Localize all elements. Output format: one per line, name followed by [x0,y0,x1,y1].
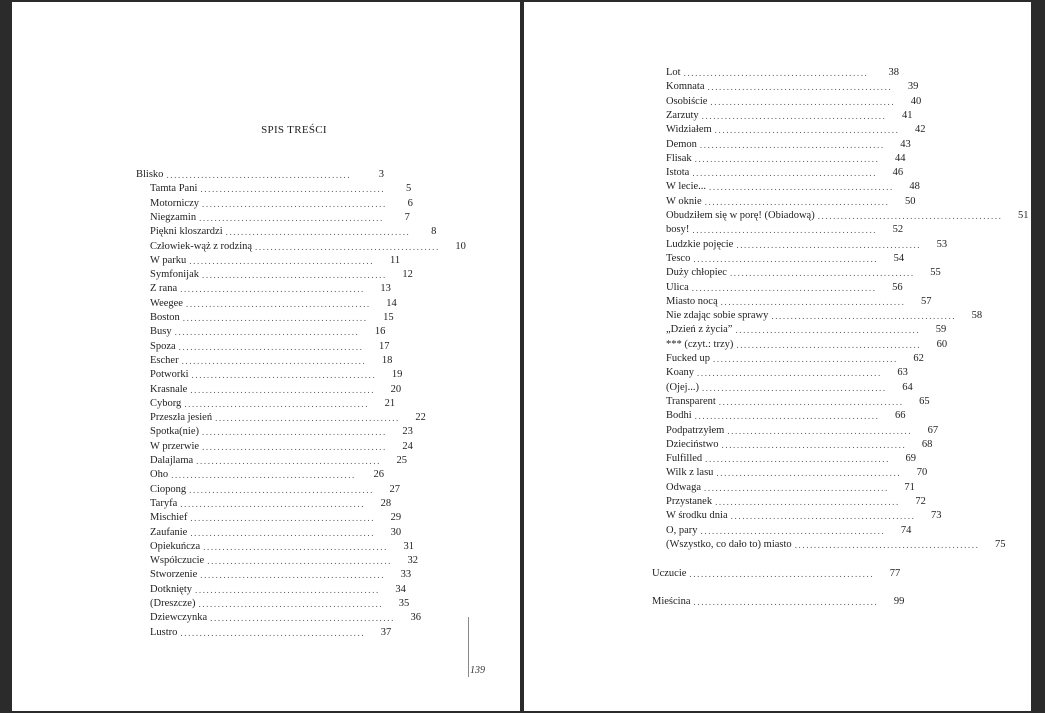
toc-page-number: 25 [396,455,407,466]
toc-entry [136,225,437,239]
toc-entry-title: Piękni kloszardzi [150,226,223,238]
toc-entry [136,511,402,525]
toc-leader-dots: ................................................ [185,298,371,309]
toc-entry-title: Ciopong [150,483,187,495]
toc-entry [136,197,413,211]
toc-entry-title: Miasto nocą [666,295,718,307]
toc-leader-dots: ................................................ [199,212,384,223]
toc-entry-title: Demon [666,138,697,150]
left-page [12,2,520,711]
toc-leader-dots: ................................................ [699,139,885,150]
toc-page-number: 53 [936,238,948,250]
toc-entry-title: Boston [150,312,180,323]
toc-entry-title: Dzieciństwo [666,438,719,450]
toc-page-number: 54 [893,252,905,264]
toc-leader-dots: ................................................ [817,211,1003,221]
toc-leader-dots: ................................................ [689,568,875,579]
toc-leader-dots: ................................................ [694,411,880,422]
toc-page-number: 48 [909,181,920,193]
toc-page-number: 3 [378,169,384,180]
toc-leader-dots: ................................................ [694,153,880,164]
toc-page-number: 71 [904,481,915,493]
toc-page-number: 16 [374,326,386,338]
toc-entry [652,80,919,94]
toc-entry [136,354,393,368]
toc-leader-dots: ................................................ [701,382,887,393]
toc-page-number: 77 [889,567,901,579]
toc-entry-title: Z rana [150,283,178,295]
toc-entry [136,440,413,454]
toc-leader-dots: ................................................ [683,68,869,78]
toc-leader-dots: ................................................ [210,613,395,624]
toc-page-number: 7 [404,211,410,223]
toc-page-number: 43 [900,138,911,150]
toc-entry-title: Busy [150,326,172,338]
toc-page-number: 17 [378,340,390,352]
toc-page-number: 31 [403,540,414,552]
page-title: SPIS TREŚCI [261,124,327,136]
toc-leader-dots: ................................................ [202,198,387,209]
toc-entry [652,109,913,123]
toc-page-number: 55 [930,267,941,279]
toc-entry-title: Escher [150,354,179,366]
toc-leader-dots: ................................................ [794,539,980,550]
toc-entry-title: Wilk z lasu [666,467,714,479]
toc-leader-dots: ................................................ [736,339,922,350]
toc-entry [136,297,397,311]
toc-entry [652,438,933,452]
toc-entry-title: Stworzenie [150,569,198,581]
toc-entry-title: Ulica [666,281,689,293]
toc-entry-title: Przeszła jesień [150,412,213,424]
toc-entry-title: Spotka(nie) [150,426,199,438]
toc-page-number: 6 [407,197,413,209]
toc-leader-dots: ................................................ [225,227,411,238]
toc-entry [136,540,414,554]
toc-page-number: 70 [916,467,928,479]
toc-entry-title: Mieścina [652,596,691,608]
toc-entry-title: Podpatrzyłem [666,424,725,436]
toc-leader-dots: ................................................ [181,355,367,366]
toc-entry [652,352,924,366]
toc-entry-title: Dziewczynka [150,612,208,624]
toc-page-number: 59 [935,324,947,336]
toc-entry [136,554,419,568]
toc-page-number: 99 [893,596,905,608]
toc-page-number: 18 [381,354,393,366]
toc-entry-title: Koany [666,367,694,379]
toc-entry [652,338,948,352]
toc-entry [652,381,913,395]
toc-leader-dots: ................................................ [255,241,440,252]
toc-entry-title: Weegee [150,297,183,309]
toc-page-number: 63 [897,367,908,379]
toc-page-number: 19 [391,369,403,381]
toc-entry-title: Cyborg [150,397,182,409]
toc-leader-dots: ................................................ [198,599,384,609]
toc-page-number: 37 [380,626,392,638]
toc-leader-dots: ................................................ [190,527,376,538]
toc-leader-dots: ................................................ [718,396,904,407]
toc-leader-dots: ................................................ [692,225,878,236]
toc-page-number: 74 [900,524,912,536]
toc-entry [652,309,983,323]
toc-page-number: 27 [389,483,400,495]
toc-entry [136,254,401,268]
toc-leader-dots: ................................................ [704,196,890,207]
toc-page-number: 23 [402,426,413,438]
toc-page-number: 21 [384,397,396,409]
toc-entry-title: Duży chłopiec [666,267,727,279]
toc-page-number: 64 [902,381,913,393]
toc-entry-title: Odwaga [666,481,701,493]
toc-page-number: 22 [415,412,426,424]
toc-page-number: 8 [431,226,437,238]
toc-entry-title: Przystanek [666,496,713,507]
toc-entry-title: W środku dnia [666,510,728,522]
toc-entry-title: Dalajlama [150,455,194,466]
toc-entry [136,340,390,354]
toc-leader-dots: ................................................ [700,525,886,536]
toc-page-number: 28 [380,497,392,509]
toc-leader-dots: ................................................ [166,170,352,180]
toc-page-number: 58 [971,310,983,322]
toc-entry [136,368,403,382]
toc-leader-dots: ................................................ [701,110,887,121]
toc-leader-dots: ................................................ [697,368,882,379]
toc-leader-dots: ................................................ [182,313,368,323]
toc-leader-dots: ................................................ [693,597,879,608]
toc-entry-title: Komnata [666,81,705,93]
toc-leader-dots: ................................................ [180,498,366,509]
toc-page-number: 75 [995,538,1006,550]
folio-divider [468,617,469,677]
toc-entry [652,252,905,266]
toc-entry [652,123,926,137]
toc-entry-title: W przerwie [150,440,200,452]
toc-leader-dots: ................................................ [184,398,370,409]
toc-entry [652,538,1006,552]
toc-entry [652,152,906,166]
toc-page-number: 34 [395,583,406,595]
toc-entry-title: Flisak [666,152,692,164]
toc-entry [136,168,384,182]
toc-entry-title: Nie zdając sobie sprawy [666,310,769,322]
toc-entry [652,524,912,538]
toc-entry [136,597,410,611]
toc-entry [652,595,905,609]
toc-page-number: 69 [905,453,916,465]
toc-leader-dots: ................................................ [715,497,900,507]
toc-entry-title: Obudziłem się w porę! (Obiadową) [666,210,815,221]
toc-page-number: 73 [930,510,942,522]
toc-entry-title: (Ojej...) [666,381,699,393]
toc-leader-dots: ................................................ [704,482,889,493]
toc-entry [652,567,899,581]
toc-page-number: 68 [921,438,933,450]
toc-page-number: 65 [919,395,930,407]
toc-entry [652,366,908,380]
toc-entry-title: Lustro [150,626,178,638]
right-page [524,2,1031,711]
toc-entry [136,268,413,282]
toc-entry-title: Zaufanie [150,526,188,538]
toc-leader-dots: ................................................ [180,284,365,295]
toc-entry-title: Fulfilled [666,453,703,465]
toc-entry [652,266,941,280]
toc-page-number: 42 [914,124,926,136]
toc-entry [652,424,939,438]
toc-entry [652,209,1029,223]
toc-entry-title: Potworki [150,369,189,381]
toc-leader-dots: ................................................ [713,354,898,364]
toc-leader-dots: ................................................ [207,556,393,567]
toc-entry-title: W parku [150,254,187,266]
toc-leader-dots: ................................................ [707,82,893,93]
toc-entry [136,325,384,339]
toc-entry [136,282,391,296]
toc-page-number: 29 [390,512,402,524]
toc-leader-dots: ................................................ [196,456,381,466]
toc-leader-dots: ................................................ [736,239,922,250]
toc-entry-title: Tesco [666,252,691,264]
toc-entry [136,425,413,439]
toc-leader-dots: ................................................ [189,484,374,495]
toc-leader-dots: ................................................ [178,341,364,352]
toc-leader-dots: ................................................ [215,413,400,424]
toc-entry [136,454,407,468]
toc-entry [136,211,410,225]
toc-page-number: 60 [936,338,948,350]
toc-entry-title: Motorniczy [150,197,199,209]
toc-leader-dots: ................................................ [180,627,366,638]
toc-entry-title: Transparent [666,395,716,407]
toc-entry [652,95,922,109]
toc-entry [136,468,384,482]
toc-leader-dots: ................................................ [771,311,957,322]
toc-page-number: 67 [927,424,939,436]
toc-page-number: 5 [405,183,412,195]
toc-page-number: 10 [455,240,466,252]
toc-entry-title: Osobiście [666,95,708,107]
toc-entry [136,311,394,325]
toc-leader-dots: ................................................ [203,541,388,552]
toc-leader-dots: ................................................ [200,570,386,581]
toc-page-number: 40 [910,95,922,107]
toc-entry [652,323,947,337]
toc-entry [652,509,942,523]
toc-leader-dots: ................................................ [735,325,921,336]
toc-entry-title: Niegzamin [150,211,197,223]
toc-entry-title: (Wszystko, co dało to) miasto [666,538,792,550]
toc-entry-title: bosy! [666,224,690,236]
toc-leader-dots: ................................................ [195,584,380,595]
toc-entry [136,626,392,640]
toc-entry [652,66,899,80]
toc-entry-title: Uczucie [652,567,687,579]
toc-page-number: 35 [398,598,410,609]
toc-entry-title: Lot [666,67,681,78]
toc-entry-title: Krasnale [150,383,188,395]
toc-entry [652,223,904,237]
toc-page-number: 15 [383,312,394,323]
toc-page-number: 26 [373,469,384,481]
toc-entry [652,180,920,194]
toc-page-number: 13 [380,283,391,295]
toc-leader-dots: ................................................ [714,125,900,136]
toc-entry-title: W oknie [666,195,702,207]
toc-page-number: 57 [920,295,932,307]
toc-entry [652,195,916,209]
toc-entry-title: Mischief [150,512,188,524]
toc-entry-title: Taryfa [150,497,178,509]
toc-leader-dots: ................................................ [716,468,902,479]
toc-entry [136,497,392,511]
toc-leader-dots: ................................................ [202,427,387,438]
toc-entry-title: (Dreszcze) [150,598,196,609]
toc-entry [652,409,906,423]
toc-entry [136,397,396,411]
toc-entry-title: *** (czyt.: trzy) [666,338,734,350]
toc-entry-title: Spoza [150,340,176,352]
toc-entry-title: O, pary [666,524,698,536]
toc-entry [652,295,932,309]
toc-entry [652,238,948,252]
toc-leader-dots: ................................................ [691,282,877,293]
toc-page-number: 50 [905,195,916,207]
toc-leader-dots: ................................................ [202,441,387,452]
toc-page-number: 56 [892,281,903,293]
toc-entry-title: Zarzuty [666,109,699,121]
toc-page-number: 39 [907,81,919,93]
toc-page-number: 14 [386,297,397,309]
toc-entry-title: Widziałem [666,124,712,136]
toc-leader-dots: ................................................ [692,168,878,179]
toc-leader-dots: ................................................ [705,454,890,465]
toc-entry-title: Fucked up [666,353,711,364]
toc-leader-dots: ................................................ [709,182,894,193]
toc-page-number: 30 [390,526,402,538]
toc-entry-title: „Dzień z życia” [666,324,733,336]
toc-entry-title: Dotknięty [150,583,192,595]
toc-page-number: 36 [410,612,421,624]
toc-entry [652,466,928,480]
toc-page-number: 38 [888,67,899,78]
toc-entry [136,182,412,196]
toc-page-number: 20 [390,383,402,395]
toc-entry [136,611,421,625]
toc-leader-dots: ................................................ [720,296,906,307]
toc-leader-dots: ................................................ [189,255,375,266]
toc-entry-title: Istota [666,167,690,179]
toc-entry [652,452,916,466]
toc-leader-dots: ................................................ [191,370,377,381]
toc-leader-dots: ................................................ [190,384,376,395]
toc-entry-title: Tamta Pani [150,183,198,195]
toc-leader-dots: ................................................ [727,425,913,436]
toc-leader-dots: ................................................ [190,513,376,524]
toc-leader-dots: ................................................ [730,511,916,522]
toc-entry-title: Symfonijak [150,269,199,281]
toc-entry [652,138,911,152]
toc-entry-title: Opiekuńcza [150,540,201,552]
toc-page-number: 11 [389,254,401,266]
toc-leader-dots: ................................................ [729,268,915,279]
toc-page-number: 12 [402,269,413,281]
toc-entry-title: Człowiek-wąż z rodziną [150,240,253,252]
toc-leader-dots: ................................................ [721,439,907,450]
toc-page-number: 33 [400,569,412,581]
toc-page-number: 66 [894,410,906,422]
toc-page-number: 32 [407,555,419,567]
toc-page-number: 46 [892,167,904,179]
toc-page-number: 44 [894,152,906,164]
toc-page-number: 24 [402,440,413,452]
toc-page-number: 52 [892,224,904,236]
toc-entry-title: Ludzkie pojęcie [666,238,734,250]
toc-entry [136,568,412,582]
toc-page-number: 51 [1018,210,1029,221]
toc-page-number: 62 [913,353,924,364]
toc-entry [136,383,402,397]
toc-entry [652,495,926,509]
toc-entry-title: W lecie... [666,181,707,193]
toc-entry [136,483,400,497]
toc-entry [652,166,904,180]
toc-leader-dots: ................................................ [710,96,896,107]
toc-leader-dots: ................................................ [693,253,879,264]
toc-entry [136,240,466,254]
toc-entry-title: Bodhi [666,410,692,422]
toc-page-number: 72 [915,496,926,507]
toc-entry [652,281,903,295]
toc-page-number: 41 [901,109,913,121]
toc-entry [652,395,930,409]
toc-leader-dots: ................................................ [200,184,386,195]
toc-leader-dots: ................................................ [174,327,360,338]
toc-leader-dots: ................................................ [171,470,356,481]
toc-entry [136,583,406,597]
page-number: 139 [470,665,485,676]
toc-entry [652,481,915,495]
toc-entry [136,526,402,540]
toc-entry-title: Współczucie [150,555,205,567]
toc-leader-dots: ................................................ [202,270,387,281]
toc-entry-title: Oho [150,469,169,481]
toc-entry [136,411,426,425]
toc-entry-title: Blisko [136,169,164,180]
